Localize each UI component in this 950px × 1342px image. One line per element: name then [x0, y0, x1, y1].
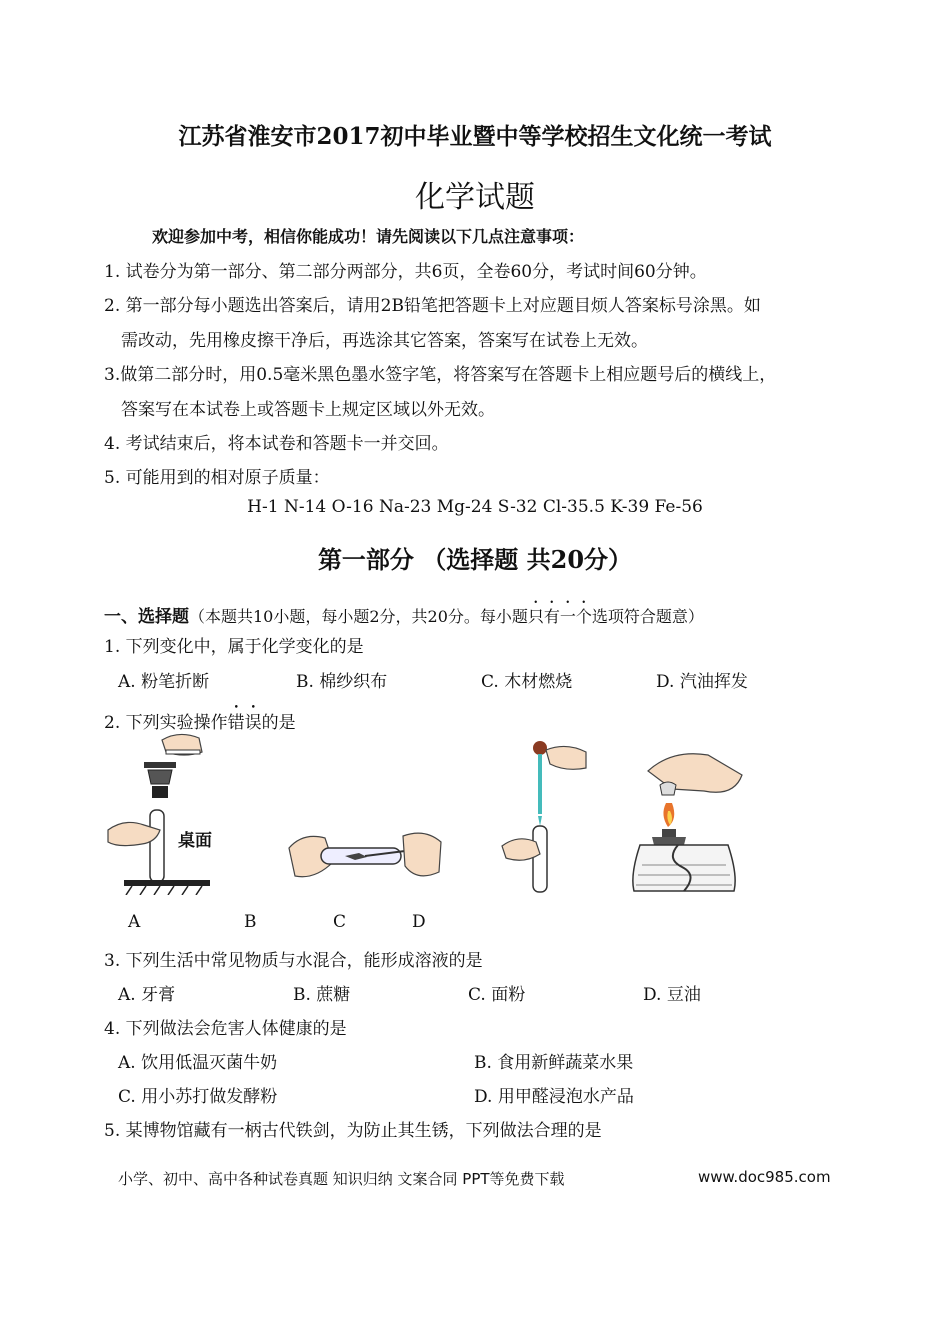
q4-stem: 4. 下列做法会危害人体健康的是: [104, 1019, 347, 1039]
q3-option-c: C. 面粉: [468, 985, 526, 1005]
section-desc-a: （本题共10小题，每小题2分，共20分。每小题: [189, 607, 528, 626]
q2-stem: [104, 703, 296, 733]
section-desc-em: 只有一个: [527, 607, 592, 626]
welcome-text: 欢迎参加中考，相信你能成功！请先阅读以下几点注意事项：: [152, 227, 585, 246]
exam-title: 江苏省淮安市2017初中毕业暨中等学校招生文化统一考试: [178, 123, 772, 150]
notice-item-4: 4. 考试结束后，将本试卷和答题卡一并交回。: [104, 434, 449, 454]
q4-option-b: B. 食用新鲜蔬菜水果: [474, 1053, 634, 1073]
notice-item-3: 3.做第二部分时，用0.5毫米黑色墨水签字笔，将答案写在答题卡上相应题号后的横线上，: [104, 365, 777, 385]
figure-label-c: C: [333, 912, 347, 932]
notice-item-5: 5. 可能用到的相对原子质量：: [104, 468, 330, 488]
figure-label-b: B: [244, 912, 257, 932]
part1-heading: 第一部分 （选择题 共20分）: [317, 545, 633, 574]
section-line: [104, 598, 704, 627]
q3-option-a: A. 牙膏: [118, 985, 176, 1005]
notice-item-1: 1. 试卷分为第一部分、第二部分两部分，共6页，全卷60分，考试时间60分钟。: [104, 262, 707, 282]
q1-option-d: D. 汽油挥发: [656, 672, 748, 692]
notice-item-2: 2. 第一部分每小题选出答案后，请用2B铅笔把答题卡上对应题目烦人答案标号涂黑。如: [104, 296, 761, 316]
figure-b-horizontal-tube: [285, 818, 445, 898]
q1-option-b: B. 棉纱织布: [296, 672, 388, 692]
q3-stem: 3. 下列生活中常见物质与水混合，能形成溶液的是: [104, 951, 483, 971]
q1-stem: 1. 下列变化中，属于化学变化的是: [104, 637, 364, 657]
q2-stem-b: 的是: [261, 713, 296, 733]
section-label: 一、选择题: [104, 607, 189, 627]
q1-option-a: A. 粉笔折断: [118, 672, 210, 692]
q4-option-d: D. 用甲醛浸泡水产品: [474, 1087, 634, 1107]
q5-stem: 5. 某博物馆藏有一柄古代铁剑，为防止其生锈，下列做法合理的是: [104, 1121, 602, 1141]
q3-option-d: D. 豆油: [643, 985, 701, 1005]
notice-item-2-cont: 需改动，先用橡皮擦干净后，再选涂其它答案，答案写在试卷上无效。: [121, 331, 648, 351]
q4-option-c: C. 用小苏打做发酵粉: [118, 1087, 278, 1107]
figure-d-alcohol-lamp: [622, 745, 747, 895]
desk-label: 桌面: [178, 831, 212, 851]
exam-subtitle: 化学试题: [415, 180, 535, 215]
q2-stem-em: 错误: [227, 713, 262, 733]
section-desc-b: 选项符合题意）: [591, 607, 704, 626]
q4-option-a: A. 饮用低温灭菌牛奶: [118, 1053, 278, 1073]
q2-stem-a: 2. 下列实验操作: [104, 713, 228, 733]
figure-a-plug-tube: [104, 730, 214, 895]
q3-option-b: B. 蔗糖: [293, 985, 351, 1005]
footer-url[interactable]: www.doc985.com: [698, 1168, 831, 1186]
figure-label-d: D: [412, 912, 426, 932]
footer-text: 小学、初中、高中各种试卷真题 知识归纳 文案合同 PPT等免费下载: [118, 1170, 565, 1188]
figure-c-dropper: [500, 738, 590, 898]
notice-item-3-cont: 答案写在本试卷上或答题卡上规定区域以外无效。: [121, 400, 495, 420]
figure-label-a: A: [128, 912, 141, 932]
q1-option-c: C. 木材燃烧: [481, 672, 573, 692]
atomic-masses: H-1 N-14 O-16 Na-23 Mg-24 S-32 Cl-35.5 K-39 Fe-56: [247, 497, 703, 517]
